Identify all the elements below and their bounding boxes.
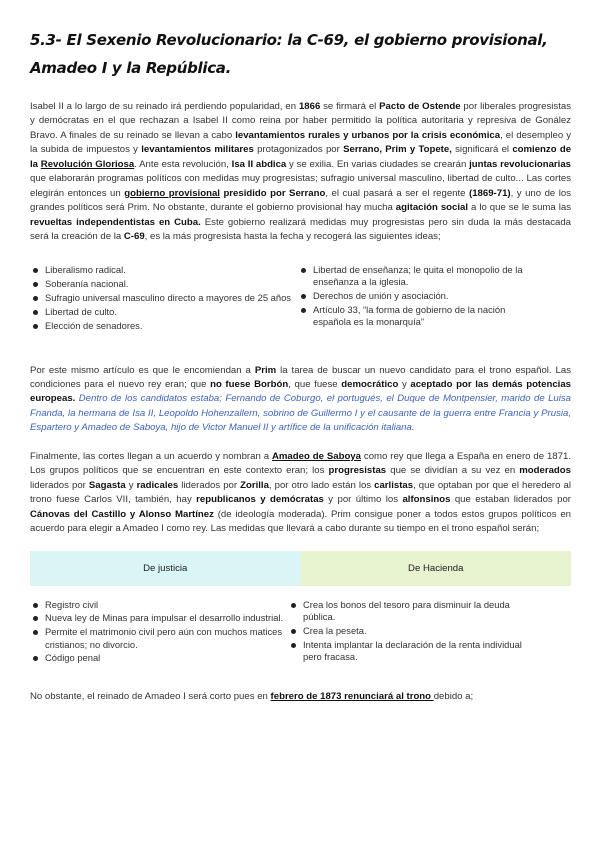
text-run: comienzo de la — [30, 144, 572, 170]
text-run: gobierno provisional — [124, 187, 220, 199]
text-run: y se exilia. En varias ciudades se crearán — [286, 158, 470, 170]
text-run: debido a; — [433, 691, 474, 703]
list-item: Crea los bonos del tesoro para disminuir la deuda pública. — [288, 599, 522, 624]
text-run: republicanos y demócratas — [196, 494, 324, 506]
text-run: presidido por Serrano — [219, 187, 326, 199]
list-item: Derechos de unión y asociación. — [298, 290, 534, 302]
table-body — [30, 599, 571, 667]
text-run: liderados por — [178, 479, 241, 491]
text-run: febrero de 1873 renunciará al trono — [270, 691, 434, 703]
text-run: Zorilla — [240, 479, 269, 491]
ideas-list-right — [298, 264, 534, 334]
list-item: Libertad de enseñanza; le quita el monopolio de la enseñanza a la iglesia. — [298, 264, 534, 289]
text-run: la tarea de buscar un nuevo candidato para el trono español. Las condiciones para el nuevo rey eran; que — [30, 364, 571, 390]
text-run: se firmará el — [320, 101, 380, 112]
paragraph-intro — [30, 100, 571, 245]
list-item: Liberalismo radical. — [30, 264, 298, 276]
text-run: Serrano, Prim y Topete, — [343, 144, 452, 156]
paragraph-amadeo — [30, 450, 571, 537]
text-run: aceptado por las demás potencias europeas. — [30, 378, 571, 405]
text-run: que se dividían a su vez en — [386, 465, 520, 477]
text-run: Finalmente, las cortes llegan a un acuerdo y nombran a — [30, 450, 272, 462]
constitution-ideas-list — [30, 264, 571, 334]
text-run: alfonsinos — [402, 494, 451, 506]
text-run: y — [398, 378, 411, 390]
text-run: carlistas — [374, 479, 414, 491]
ideas-list-left — [30, 264, 298, 334]
list-item: Crea la peseta. — [288, 625, 522, 637]
hacienda-list — [288, 599, 522, 667]
text-run: Pacto de Ostende — [379, 101, 461, 112]
text-run: , que fuese — [288, 378, 342, 390]
list-item: Libertad de culto. — [30, 306, 298, 318]
text-run: significará el — [451, 144, 513, 156]
text-run: Prim — [254, 364, 277, 376]
text-run: revueltas independentistas en Cuba. — [30, 216, 201, 228]
text-run: . Ante esta revolución, — [134, 158, 232, 170]
text-run: C-69 — [123, 231, 145, 243]
text-run: a lo que se le suma las — [468, 202, 571, 214]
text-run: Isabel II a lo largo de su reinado irá perdiendo popularidad, en — [30, 101, 299, 112]
text-run: democrático — [341, 378, 399, 390]
text-run: Isa II abdica — [231, 158, 287, 170]
text-run: y — [125, 479, 137, 491]
text-run: que estaban liderados por — [450, 494, 571, 506]
paragraph-closing — [30, 690, 571, 704]
text-run: como rey que llega a España en enero de 1871. Los grupos políticos que se encuentran en este contexto eran; los — [30, 450, 571, 477]
text-run: radicales — [136, 479, 179, 491]
list-item: Artículo 33, “la forma de gobierno de la nación española es la monarquía” — [298, 304, 534, 329]
list-item: Sufragio universal masculino directo a mayores de 25 años — [30, 292, 298, 304]
list-item: Permite el matrimonio civil pero aún con muchos matices cristianos; no divorcio. — [30, 626, 288, 651]
text-run: que elaborarán programas políticos con medidas muy progresistas; sufragio universal masculino, libertad de culto... Las cortes elegirán entonces un — [30, 173, 571, 199]
text-run: protagonizados por — [253, 144, 344, 156]
justicia-list — [30, 599, 288, 667]
document-page — [30, 26, 571, 705]
text-run: No obstante, el reinado de Amadeo I será corto pues en — [30, 691, 271, 703]
list-item: Intenta implantar la declaración de la renta individual pero fracasa. — [288, 639, 522, 664]
text-run: juntas revolucionarias — [469, 158, 572, 170]
measures-table — [30, 551, 571, 667]
list-item: Registro civil — [30, 599, 288, 611]
text-run: moderados — [519, 465, 571, 477]
text-run: Cánovas del Castillo y Alonso Martínez — [30, 508, 214, 520]
text-run: levantamientos rurales y urbanos por la crisis económica — [235, 129, 501, 141]
list-item: Código penal — [30, 652, 288, 664]
text-run: por liberales progresistas y demócratas en el que rechazan a Isabel II como reina por haber permitido la política autoritaria y represiva de Gonález Bravo. A finales de su reinado se llevan a cabo — [30, 101, 571, 141]
table-header — [30, 551, 571, 586]
text-run: y por último los — [323, 494, 403, 506]
text-run: , y uno de los grandes políticos será Prim. No obstante, durante el gobierno provisional hay mucha — [30, 187, 572, 214]
text-run: Sagasta — [88, 479, 126, 491]
list-item: Nueva ley de Minas para impulsar el desarrollo industrial. — [30, 612, 288, 624]
paragraph-candidates — [30, 364, 571, 436]
text-run: (1869-71) — [469, 187, 511, 199]
page-title: 5.3- El Sexenio Revolucionario: la C-69, el gobierno provisional, Amadeo I y la República. — [30, 31, 548, 77]
text-run: no fuese Borbón — [210, 378, 289, 390]
text-run: , es la más progresista hasta la fecha y recogerá las siguientes ideas; — [144, 231, 441, 243]
text-run: progresistas — [328, 465, 387, 477]
text-run: liderados por — [30, 479, 89, 491]
text-run: 1866 — [298, 101, 321, 112]
text-run: (de ideología moderada). Prim consigue poner a todos estos grupos políticos en acuerdo para elegir a Amadeo I como rey. Las medidas que llevará a cabo durante su tiempo en el trono español serán; — [30, 508, 571, 535]
header-justicia: De justicia — [30, 551, 301, 586]
text-run: Amadeo de Saboya — [271, 450, 361, 462]
list-item: Elección de senadores. — [30, 320, 298, 332]
text-run: , que optaban por que el heredero al trono fuese Carlos VII, también, hay — [30, 479, 571, 506]
text-run: Dentro de los candidatos estaba; Fernando de Coburgo, el portugués, el Duque de Montpensier, marido de Luisa Fnanda, la hermana de Isa II, Leopoldo Hohenzallern, sobrino de Guillermo I y el causante de la guerra entre Francia y Prusia, Espartero y Amadeo de Saboya, hijo de Victor Manuel II y artífice de la unificación italiana. — [30, 393, 572, 434]
text-run: , el cual pasará a ser el regente — [325, 187, 470, 199]
text-run: levantamientos militares — [141, 144, 254, 156]
text-run: , el desempleo y la subida de impuestos y — [30, 129, 571, 156]
text-run: Revolución Gloriosa — [40, 158, 135, 170]
text-run: , por otro lado están los — [268, 479, 375, 491]
text-run: agitación social — [395, 202, 469, 214]
text-run: Este gobierno realizará medidas muy progresistas pero sin duda la más destacada será la creación de la — [30, 216, 571, 243]
text-run: Por este mismo artículo es que le encomiendan a — [30, 364, 255, 376]
header-hacienda: De Hacienda — [301, 551, 572, 586]
list-item: Soberanía nacional. — [30, 278, 298, 290]
